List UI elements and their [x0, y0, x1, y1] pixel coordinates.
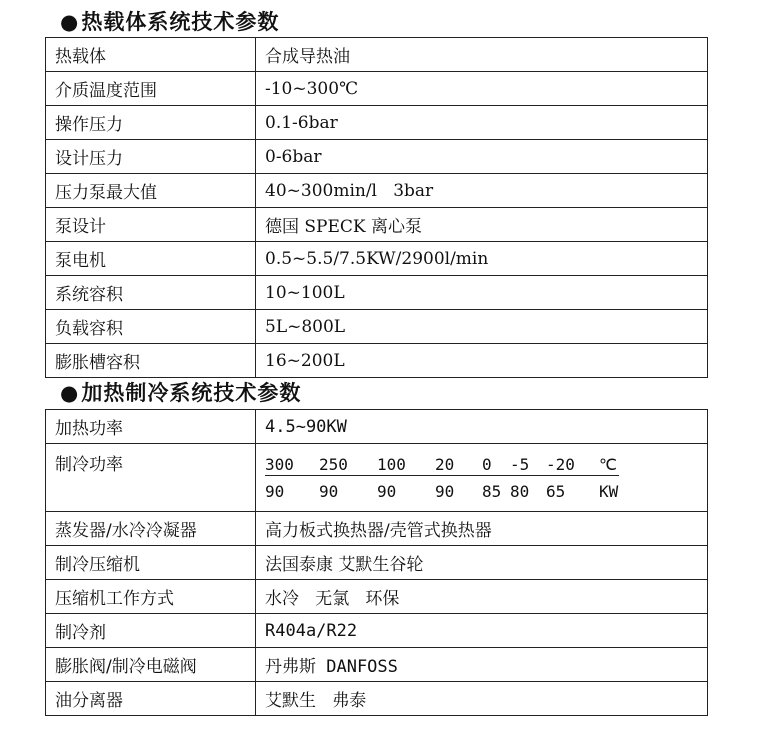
table-row [46, 580, 708, 614]
cooling-temperature: 20 [435, 454, 455, 474]
cooling-power: 90 [265, 481, 285, 501]
table-row [46, 140, 708, 174]
cooling-power: 90 [377, 481, 397, 501]
table-row [46, 410, 708, 444]
row-value: 16~200L [256, 344, 708, 378]
row-label: 泵设计 [46, 208, 256, 242]
row-value: 合成导热油 [256, 38, 708, 72]
table-row [46, 682, 708, 716]
section-title-heating-cooling: ●加热制冷系统技术参数 [60, 381, 302, 405]
cooling-temperature: 250 [319, 454, 348, 474]
row-label: 介质温度范围 [46, 72, 256, 106]
row-value: R404a/R22 [256, 614, 708, 648]
table-row [46, 106, 708, 140]
row-value: 10~100L [256, 276, 708, 310]
table-row [46, 344, 708, 378]
cooling-powers [265, 482, 707, 501]
row-value: 0.5~5.5/7.5KW/2900l/min [256, 242, 708, 276]
table-row [46, 648, 708, 682]
row-value: 丹弗斯 DANFOSS [256, 648, 708, 682]
row-value: 0-6bar [256, 140, 708, 174]
row-label: 泵电机 [46, 242, 256, 276]
cooling-power: 90 [435, 481, 455, 501]
table-row [46, 444, 708, 512]
row-value: 德国 SPECK 离心泵 [256, 208, 708, 242]
bullet-icon: ● [60, 10, 80, 34]
row-label: 负载容积 [46, 310, 256, 344]
cooling-power: 85 [482, 481, 502, 501]
row-value: 40~300min/l 3bar [256, 174, 708, 208]
table-row [46, 242, 708, 276]
row-label: 制冷功率 [46, 444, 256, 512]
cooling-power: 65 [546, 481, 566, 501]
cooling-temperature: ℃ [599, 454, 617, 474]
table-row [46, 546, 708, 580]
row-label: 油分离器 [46, 682, 256, 716]
row-value: 5L~800L [256, 310, 708, 344]
row-label: 蒸发器/水冷冷凝器 [46, 512, 256, 546]
cooling-temperature: 300 [265, 454, 294, 474]
row-value: 高力板式换热器/壳管式换热器 [256, 512, 708, 546]
row-label: 膨胀槽容积 [46, 344, 256, 378]
cooling-power: 90 [319, 481, 339, 501]
row-value: 0.1-6bar [256, 106, 708, 140]
cooling-temperature: 100 [377, 454, 406, 474]
row-value: -10~300℃ [256, 72, 708, 106]
bullet-icon: ● [60, 381, 80, 405]
cooling-power-value [256, 444, 708, 512]
row-label: 制冷压缩机 [46, 546, 256, 580]
row-label: 操作压力 [46, 106, 256, 140]
cooling-temperatures [265, 455, 619, 476]
row-label: 加热功率 [46, 410, 256, 444]
row-value: 法国泰康 艾默生谷轮 [256, 546, 708, 580]
table-row [46, 310, 708, 344]
row-label: 压力泵最大值 [46, 174, 256, 208]
cooling-power: KW [599, 481, 619, 501]
section-title-heat-carrier: ●热载体系统技术参数 [60, 10, 280, 34]
row-label: 压缩机工作方式 [46, 580, 256, 614]
row-value: 4.5~90KW [256, 410, 708, 444]
table-row [46, 72, 708, 106]
table-row [46, 174, 708, 208]
cooling-temperature: 0 [482, 454, 492, 474]
row-label: 膨胀阀/制冷电磁阀 [46, 648, 256, 682]
table-row [46, 38, 708, 72]
row-label: 系统容积 [46, 276, 256, 310]
row-label: 设计压力 [46, 140, 256, 174]
row-value: 艾默生 弗泰 [256, 682, 708, 716]
cooling-temperature: -5 [510, 454, 530, 474]
heat-carrier-spec-table [45, 37, 708, 378]
table-row [46, 512, 708, 546]
row-label: 热载体 [46, 38, 256, 72]
table-row [46, 276, 708, 310]
row-label: 制冷剂 [46, 614, 256, 648]
cooling-temperature: -20 [546, 454, 575, 474]
cooling-power: 80 [510, 481, 530, 501]
table-row [46, 614, 708, 648]
row-value: 水冷 无氯 环保 [256, 580, 708, 614]
heating-cooling-spec-table [45, 409, 708, 716]
table-row [46, 208, 708, 242]
